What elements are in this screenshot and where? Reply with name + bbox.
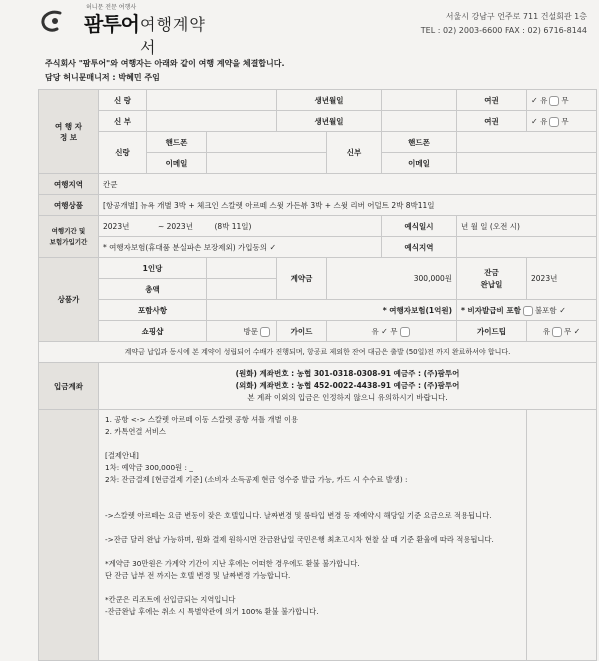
insurance-period-label: 보험가입기간: [49, 237, 88, 246]
note-line: [105, 522, 520, 534]
yes-label: 유: [540, 95, 548, 105]
checkbox[interactable]: [260, 327, 270, 337]
ceremony-region-label: 예식지역: [382, 237, 457, 258]
region-value: 칸쿤: [99, 174, 597, 195]
visit-label: 방문: [243, 326, 258, 336]
note-line: [105, 498, 520, 510]
start-date: 2023년: [103, 221, 130, 231]
groom-name-field[interactable]: [147, 90, 277, 111]
visa-option[interactable]: [457, 300, 597, 321]
no-label: 무: [563, 326, 572, 336]
guide-options[interactable]: [327, 321, 457, 342]
check-icon: ✓: [531, 95, 538, 105]
note-line: [결제안내]: [105, 451, 139, 460]
check-icon: ✓: [573, 326, 581, 336]
manager-line: 담당 허니문매니저 : 박혜민 주임: [45, 73, 160, 82]
bride-email-label: 이메일: [382, 153, 457, 174]
deposit-notice: 계약금 납입과 동시에 본 계약이 성립되어 수배가 진행되며, 항공료 제외한 잔여 대금은 출발 (50일)전 까지 완료하셔야 합니다.: [39, 342, 597, 363]
checkbox[interactable]: [549, 96, 559, 106]
price-header: 상품가: [39, 258, 99, 342]
note-line: 1. 공항 <-> 스칼렛 아르떼 이동 스칼렛 공항 셔틀 개별 이용: [105, 415, 299, 424]
yes-label: 유: [542, 326, 550, 336]
end-date: ~ 2023년: [157, 221, 193, 231]
note-line: 단 잔금 납부 전 까지는 호텔 변경 및 날짜변경 가능합니다.: [105, 571, 291, 580]
note-line: 1차: 예약금 300,000원 : _: [105, 463, 193, 472]
insurance-consent-text: * 여행자보험(휴대품 분실파손 보장제외) 가입동의: [103, 242, 268, 252]
bride-birthdate-field[interactable]: [382, 111, 457, 132]
account-warning: 본 계좌 이외의 입금은 인정하지 않으니 유의하시기 바랍니다.: [247, 393, 448, 402]
period-dates: [99, 216, 382, 237]
check-icon: ✓: [531, 116, 538, 126]
groom-email-field[interactable]: [207, 153, 327, 174]
groom-phone-field[interactable]: [207, 132, 327, 153]
bride-name-field[interactable]: [147, 111, 277, 132]
groom-birthdate-field[interactable]: [382, 90, 457, 111]
traveler-info-header: 여 행 자 정 보: [39, 90, 99, 174]
bride-contact-label: 신부: [327, 132, 382, 174]
logo-subtitle: 허니문 전문 여행사: [86, 4, 137, 11]
contact-line: TEL : 02) 2003-6600 FAX : 02) 6716-8144: [420, 26, 587, 35]
bride-email-field[interactable]: [457, 153, 597, 174]
guide-tip-label: 가이드팁: [457, 321, 527, 342]
due-date-label: 완납일: [480, 279, 503, 289]
groom-passport-options[interactable]: [527, 90, 597, 111]
yes-label: 유: [371, 326, 379, 336]
period-header: [39, 216, 99, 258]
ceremony-datetime-value: 년 월 일 (오전 시): [457, 216, 597, 237]
foreign-account: (외화) 계좌번호 : 농협 452-0022-4438-91 예금주 : (주)팜투어: [235, 381, 460, 390]
shopping-visit[interactable]: [207, 321, 277, 342]
no-label: 무: [390, 326, 398, 336]
groom-phone-label: 핸드폰: [147, 132, 207, 153]
yes-label: 유: [540, 116, 548, 126]
per-person-value: [207, 258, 277, 279]
no-label: 무: [561, 116, 569, 126]
bride-phone-field[interactable]: [457, 132, 597, 153]
note-line: [105, 486, 520, 498]
guide-tip-options[interactable]: [527, 321, 597, 342]
balance-label: 잔금: [484, 267, 499, 277]
note-line: ->잔금 달러 완납 가능하며, 원화 결제 원하시면 잔금완납일 국민은행 최초고시차 현찰 살 때 기준 환율에 따라 적용됩니다.: [105, 535, 494, 544]
ceremony-datetime-label: 예식일시: [382, 216, 457, 237]
not-included-label: 불포함: [534, 305, 557, 315]
region-header: 여행지역: [39, 174, 99, 195]
payment-accounts: [99, 363, 597, 410]
checkbox[interactable]: [400, 327, 410, 337]
logo-mark-icon: [40, 10, 64, 32]
intro: [45, 57, 285, 85]
total-label: 총액: [99, 279, 207, 300]
balance-date-value: 2023년: [527, 258, 597, 300]
note-line: [105, 546, 520, 558]
intro-statement: 주식회사 "팜투어"와 여행자는 아래와 같이 여행 계약을 체결합니다.: [45, 59, 285, 68]
total-value: [207, 279, 277, 300]
checkbox[interactable]: [549, 117, 559, 127]
product-header: 여행상품: [39, 195, 99, 216]
balance-date-label: [457, 258, 527, 300]
bride-passport-options[interactable]: [527, 111, 597, 132]
deposit-value: 300,000원: [327, 258, 457, 300]
company-logo: [40, 2, 220, 57]
document-title: 여행계약서: [140, 15, 206, 57]
note-line: ->스칼렛 아르떼는 요금 변동이 잦은 호텔입니다. 날짜변경 및 룸타입 변경 등 재예약시 해당일 기준 요금으로 적용됩니다.: [105, 511, 492, 520]
note-line: -잔금완납 후에는 취소 시 특별약관에 의거 100% 환불 불가합니다.: [105, 607, 319, 616]
brand-name: 팜투어: [84, 12, 139, 36]
guide-label: 가이드: [277, 321, 327, 342]
insurance-consent[interactable]: [99, 237, 382, 258]
notes-body: [99, 410, 527, 661]
krw-account: (원화) 계좌번호 : 농협 301-0318-0308-91 예금주 : (주)팜투어: [235, 369, 460, 378]
checkbox[interactable]: [552, 327, 562, 337]
visa-label: * 비자발급비 포함: [461, 305, 521, 315]
note-line: *계약금 30만원은 가계약 기간이 지난 후에는 어떠한 경우에도 환불 불가합니다.: [105, 559, 360, 568]
insurance-included: * 여행자보험(1억원): [207, 300, 457, 321]
check-icon: ✓: [269, 242, 277, 252]
company-address: [421, 10, 587, 38]
shopping-label: 쇼핑샵: [99, 321, 207, 342]
check-icon: ✓: [559, 305, 566, 315]
includes-label: 포함사항: [99, 300, 207, 321]
header: [0, 0, 599, 57]
ceremony-region-value[interactable]: [457, 237, 597, 258]
note-line: [105, 582, 520, 594]
note-line: *칸쿤은 리조트에 선입금되는 지역입니다: [105, 595, 236, 604]
bride-birthdate-label: 생년월일: [277, 111, 382, 132]
per-person-label: 1인당: [99, 258, 207, 279]
notes-side: [527, 410, 597, 661]
check-icon: ✓: [381, 326, 388, 336]
groom-contact-label: 신랑: [99, 132, 147, 174]
note-line: 2차: 잔금결제 [현금결제 기준] (소비자 소득공제 현금 영수증 발급 가능, 카드 시 수수료 발생) :: [105, 475, 408, 484]
bride-label: 신 부: [99, 111, 147, 132]
bride-phone-label: 핸드폰: [382, 132, 457, 153]
product-value: [항공개별] 뉴욕 개별 3박 + 체크인 스칼렛 아르떼 스윗 가든뷰 3박 + 스윗 리버 어덜트 2박 8박11일: [99, 195, 597, 216]
groom-label: 신 랑: [99, 90, 147, 111]
nights: (8박 11일): [214, 221, 252, 231]
deposit-label: 계약금: [277, 258, 327, 300]
contract-table: [38, 89, 597, 661]
groom-passport-label: 여권: [457, 90, 527, 111]
bride-passport-label: 여권: [457, 111, 527, 132]
notes-header: [39, 410, 99, 661]
note-line: [105, 438, 520, 450]
address-line: 서울시 강남구 언주로 711 건설회관 1층: [445, 12, 587, 21]
checkbox[interactable]: [523, 306, 533, 316]
groom-email-label: 이메일: [147, 153, 207, 174]
groom-birthdate-label: 생년월일: [277, 90, 382, 111]
payment-account-header: 입금계좌: [39, 363, 99, 410]
period-label: 여행기간 및: [51, 226, 86, 235]
note-line: 2. 카톡연결 서비스: [105, 427, 166, 436]
no-label: 무: [561, 95, 569, 105]
